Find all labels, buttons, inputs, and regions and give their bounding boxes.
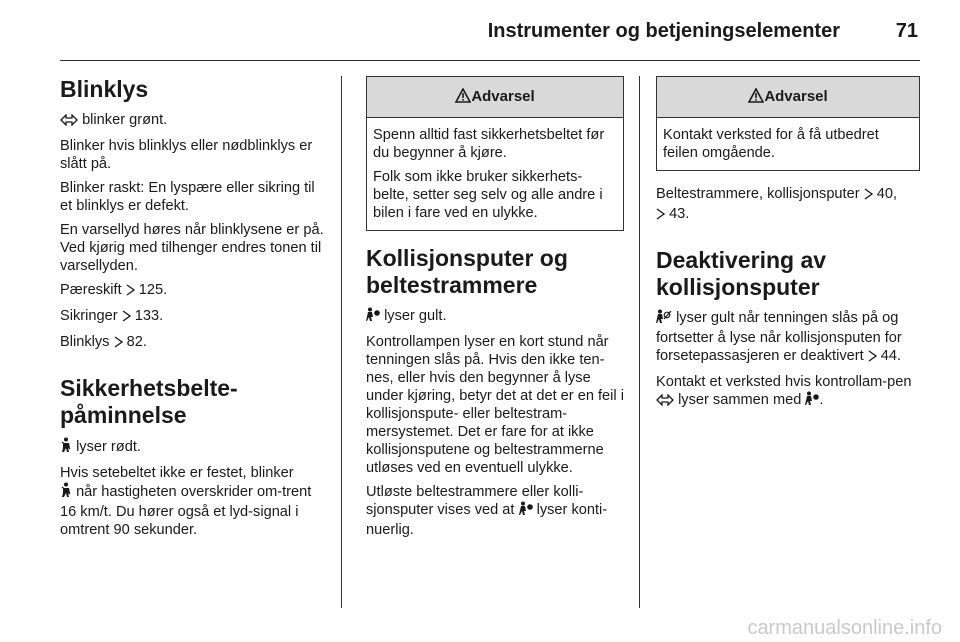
airbag-off-icon <box>656 309 672 329</box>
paragraph: blinker grønt. <box>60 111 330 131</box>
paragraph: Utløste beltestrammere eller kolli-sjonsputer vises ved at lyser konti-nuerlig. <box>366 484 608 538</box>
page-reference: Pæreskift 125. <box>60 281 330 301</box>
header-title: Instrumenter og betjeningselementer <box>487 20 840 42</box>
turn-signal-icon <box>656 393 674 411</box>
seatbelt-icon <box>60 482 72 503</box>
turn-signal-icon <box>60 113 78 131</box>
paragraph: Blinker hvis blinklys eller nødblinklys er slått på. <box>60 138 313 172</box>
page-reference-arrow-icon <box>114 335 123 353</box>
airbag-icon <box>519 501 533 521</box>
warning-text: Spenn alltid fast sikkerhetsbeltet før du begynner å kjøre. <box>373 127 605 161</box>
warning-triangle-icon <box>748 79 764 119</box>
page-reference-arrow-icon <box>864 187 873 205</box>
section-heading-seatbelt: Sikkerhetsbelte- påminnelse <box>60 375 238 428</box>
page-number: 71 <box>895 20 918 42</box>
paragraph: Kontrollampen lyser en kort stund når tenningen slås på. Hvis den ikke ten-nes, eller hvis den begynner å lyse under kjøring, betyr det at det er en feil i kollisjonspute- eller beltestram-mersystemet. Det er fare for at ikke kollisjonsputene og beltestrammerne utløses ved en eventuell ulykke. <box>366 334 624 476</box>
paragraph: Hvis setebeltet ikke er festet, blinker når hastigheten overskrider om-trent 16 km/t. Du hører også et lyd-signal i omtrent 90 sekunder. <box>60 465 312 538</box>
warning-box <box>656 76 920 171</box>
airbag-icon <box>805 391 819 411</box>
page-reference-arrow-icon <box>126 283 135 301</box>
page-reference: Beltestrammere, kollisjonsputer 40, 43. <box>656 185 920 225</box>
section-heading-deactivation: Deaktivering av kollisjonsputer <box>656 247 827 300</box>
paragraph: Blinker raskt: En lyspære eller sikring til et blinklys er defekt. <box>60 180 315 214</box>
warning-header: Advarsel <box>657 77 919 118</box>
section-heading-airbag: Kollisjonsputer og beltestrammere <box>366 245 568 298</box>
section-heading-blinklys: Blinklys <box>60 76 149 102</box>
column-middle <box>366 76 624 545</box>
paragraph: En varsellyd høres når blinklysene er på. Ved kjørig med tilhenger endres tonen til varsellyden. <box>60 222 324 274</box>
column-right <box>656 76 920 417</box>
warning-text: Folk som ikke bruker sikkerhets-belte, setter seg selv og alle andre i bilen i fare ved en ulykke. <box>373 169 603 221</box>
paragraph: lyser rødt. <box>60 437 330 458</box>
paragraph: lyser gult. <box>366 307 624 327</box>
page-reference-arrow-icon <box>868 349 877 367</box>
column-divider <box>341 76 342 608</box>
page-reference: Sikringer 133. <box>60 307 330 327</box>
warning-triangle-icon <box>455 79 471 119</box>
paragraph: lyser gult når tenningen slås på og fortsetter å lyse når kollisjonsputen for forsetepassasjeren er deaktivert 44. <box>656 309 920 367</box>
page-reference-arrow-icon <box>122 309 131 327</box>
watermark-logo: carmanualsonline.info <box>747 617 942 639</box>
paragraph: Kontakt et verksted hvis kontrollam-pen lyser sammen med . <box>656 373 920 411</box>
warning-text: Kontakt verksted for å få utbedret feilen omgående. <box>663 127 879 161</box>
warning-header: Advarsel <box>367 77 623 118</box>
page-reference-arrow-icon <box>656 207 665 225</box>
seatbelt-icon <box>60 437 72 458</box>
airbag-icon <box>366 307 380 327</box>
column-left <box>60 76 330 545</box>
page-reference: Blinklys 82. <box>60 333 330 353</box>
page-header <box>60 20 920 61</box>
column-divider <box>639 76 640 608</box>
warning-box <box>366 76 624 231</box>
